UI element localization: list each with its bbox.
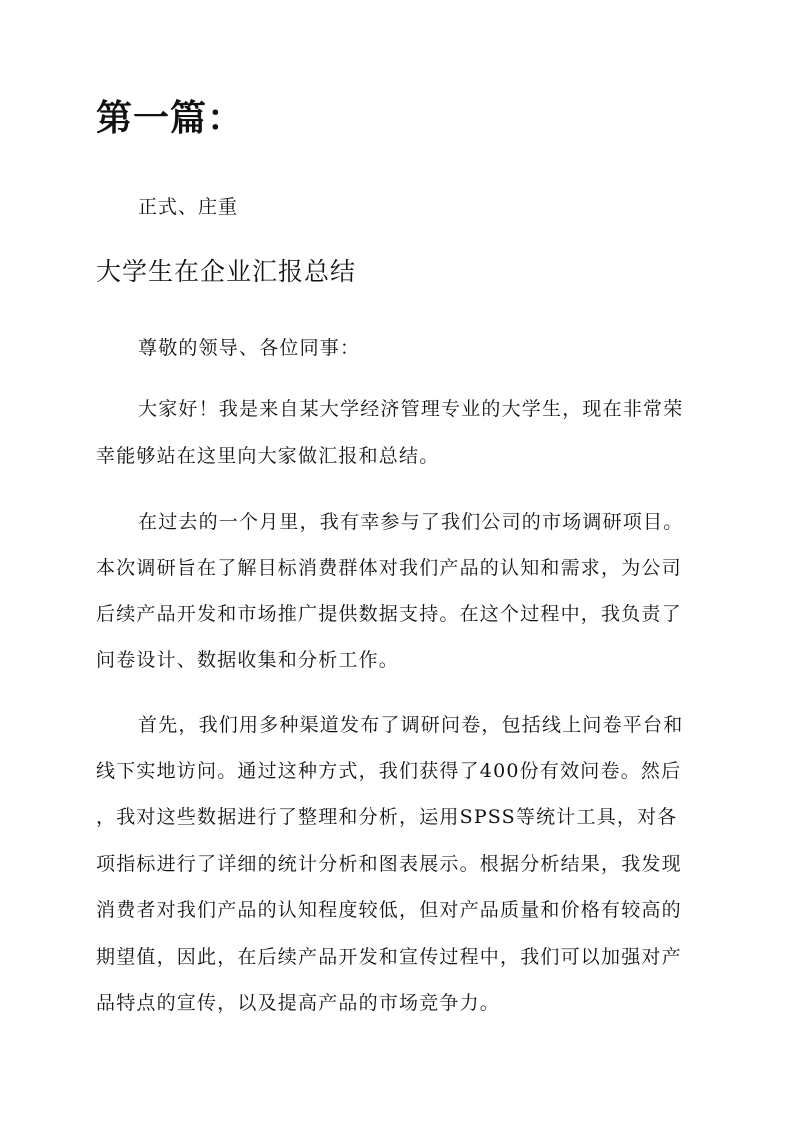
paragraph-2-line-1: 在过去的一个月里，我有幸参与了我们公司的市场调研项目。: [138, 511, 684, 533]
paragraph-3-line-1: 首先，我们用多种渠道发布了调研问卷，包括线上问卷平台和: [138, 714, 684, 736]
paragraph-3-line-6: 期望值，因此，在后续产品开发和宣传过程中，我们可以加强对产: [96, 946, 682, 968]
paragraph-3-line-4: 项指标进行了详细的统计分析和图表展示。根据分析结果，我发现: [96, 853, 682, 875]
salutation: 尊敬的领导、各位同事：: [138, 337, 361, 359]
document-title: 大学生在企业汇报总结: [96, 257, 357, 286]
style-note: 正式、庄重: [138, 196, 239, 218]
paragraph-1-line-2: 幸能够站在这里向大家做汇报和总结。: [96, 445, 440, 467]
paragraph-3-line-7: 品特点的宣传，以及提高产品的市场竞争力。: [96, 992, 501, 1014]
paragraph-2-line-4: 问卷设计、数据收集和分析工作。: [96, 649, 400, 671]
paragraph-1-line-1: 大家好！我是来自某大学经济管理专业的大学生，现在非常荣: [138, 398, 684, 420]
section-heading: 第一篇：: [96, 97, 245, 139]
paragraph-2-line-3: 后续产品开发和市场推广提供数据支持。在这个过程中，我负责了: [96, 603, 682, 625]
paragraph-3-line-2: 线下实地访问。通过这种方式，我们获得了400份有效问卷。然后: [96, 760, 682, 782]
paragraph-3-line-3: ，我对这些数据进行了整理和分析，运用SPSS等统计工具，对各: [96, 806, 678, 828]
paragraph-3-line-5: 消费者对我们产品的认知程度较低，但对产品质量和价格有较高的: [96, 899, 682, 921]
paragraph-2-line-2: 本次调研旨在了解目标消费群体对我们产品的认知和需求，为公司: [96, 557, 682, 579]
